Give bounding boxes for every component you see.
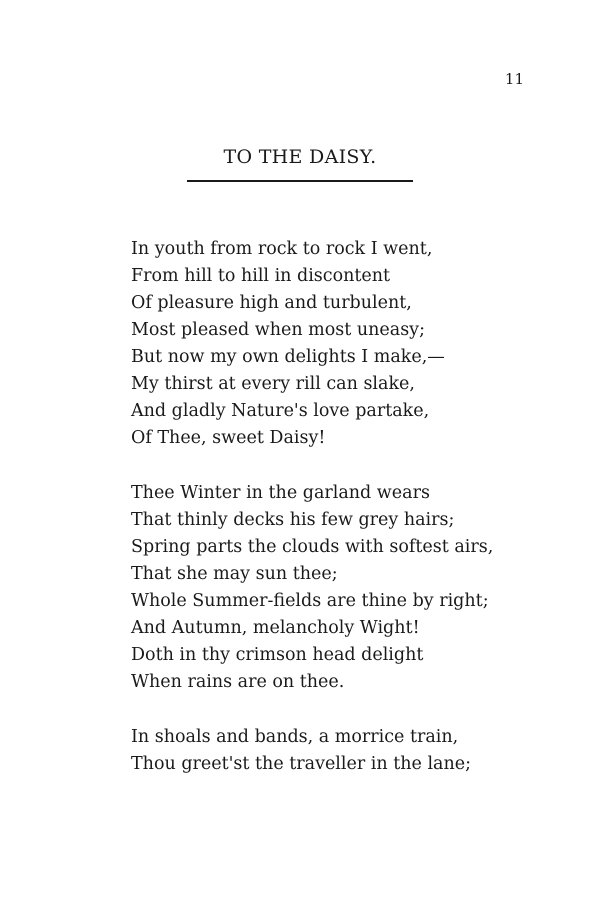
poem-line: Spring parts the clouds with softest airs, — [131, 537, 494, 557]
stanza-2 — [131, 480, 551, 696]
poem-line: Most pleased when most uneasy; — [131, 320, 425, 340]
stanza-1 — [131, 236, 551, 452]
poem-line: Whole Summer-fields are thine by right; — [131, 591, 489, 611]
title-underline-rule — [187, 180, 413, 182]
poem-line: When rains are on thee. — [131, 672, 345, 692]
poem-line: And Autumn, melancholy Wight! — [131, 618, 420, 638]
page-number: 11 — [504, 70, 524, 88]
poem-line: In youth from rock to rock I went, — [131, 239, 433, 259]
poem-line: Of Thee, sweet Daisy! — [131, 428, 326, 448]
poem-line: My thirst at every rill can slake, — [131, 374, 415, 394]
poem-line: In shoals and bands, a morrice train, — [131, 727, 459, 747]
poem-line: But now my own delights I make,— — [131, 347, 445, 367]
stanza-3 — [131, 724, 551, 778]
poem-line: That she may sun thee; — [131, 564, 338, 584]
poem-line: Of pleasure high and turbulent, — [131, 293, 412, 313]
poem-body — [131, 236, 551, 806]
poem-line: Doth in thy crimson head delight — [131, 645, 424, 665]
poem-line: And gladly Nature's love partake, — [131, 401, 430, 421]
poem-line: That thinly decks his few grey hairs; — [131, 510, 455, 530]
poem-title: TO THE DAISY. — [223, 146, 377, 168]
poem-line: Thee Winter in the garland wears — [131, 483, 430, 503]
poem-line: Thou greet'st the traveller in the lane; — [131, 754, 471, 774]
poem-line: From hill to hill in discontent — [131, 266, 391, 286]
